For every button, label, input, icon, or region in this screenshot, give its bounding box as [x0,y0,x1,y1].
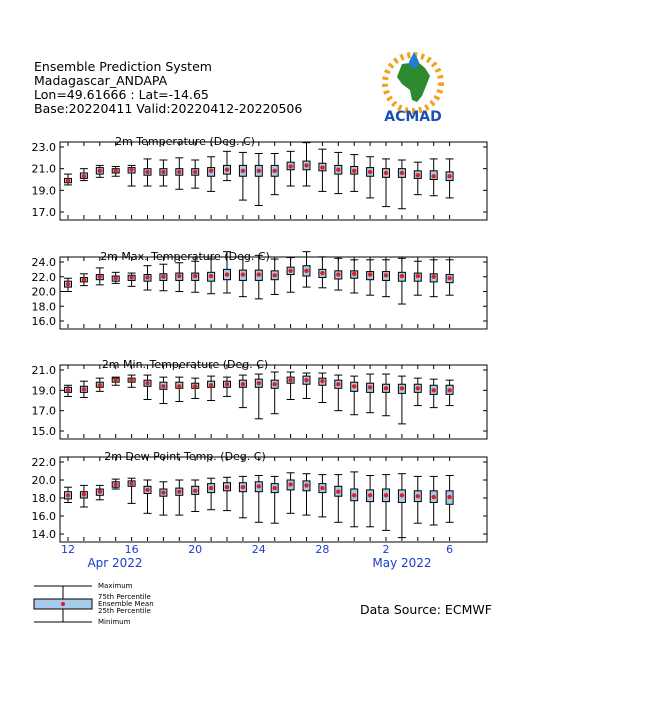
y-tick-label: 15.0 [31,425,56,438]
title-coordinates: Lon=49.61666 : Lat=-14.65 [34,87,209,102]
y-tick-label: 14.0 [31,528,56,541]
panel-title: 2m Max. Temperature (Deg. C) [100,250,270,263]
y-tick-label: 23.0 [31,141,56,154]
x-tick-label: 28 [315,543,330,556]
y-tick-label: 18.0 [31,300,56,314]
title-system: Ensemble Prediction System [34,59,212,74]
legend-p25: 25th Percentile [98,607,151,615]
x-tick-label: 16 [124,543,139,556]
x-month-label: May 2022 [372,556,432,570]
legend-maximum: Maximum [98,582,133,590]
x-month-label: Apr 2022 [87,556,143,570]
title-base-valid: Base:20220411 Valid:20220412-20220506 [34,101,303,116]
y-tick-label: 24.0 [31,256,56,269]
legend-p75: 75th Percentile [98,593,151,601]
logo-text: ACMAD [384,109,442,125]
x-tick-label: 2 [382,543,390,556]
y-tick-label: 19.0 [31,184,56,198]
y-tick-label: 18.0 [31,492,56,505]
y-tick-label: 21.0 [31,364,56,377]
y-tick-label: 16.0 [31,315,56,328]
y-tick-label: 21.0 [31,162,56,176]
legend-mean: Ensemble Mean [98,600,154,608]
panel-title: 2m Temperature (Deg. C) [115,135,255,148]
y-tick-label: 20.0 [31,474,56,487]
title-location: Madagascar_ANDAPA [34,73,168,88]
y-tick-label: 22.0 [31,456,56,469]
y-tick-label: 19.0 [31,384,56,398]
y-tick-label: 17.0 [31,206,56,219]
y-tick-label: 16.0 [31,510,56,523]
y-tick-label: 22.0 [31,270,56,284]
panel-title: 2m Min. Temperature (Deg. C) [101,358,269,371]
x-tick-label: 6 [446,543,454,556]
x-tick-label: 20 [188,543,203,556]
legend-minimum: Minimum [98,618,131,626]
panel-title: 2m Dew Point Temp. (Deg. C) [104,450,266,463]
y-tick-label: 17.0 [31,404,56,418]
x-tick-label: 12 [61,543,75,556]
data-source: Data Source: ECMWF [360,602,492,617]
y-tick-label: 20.0 [31,285,56,299]
x-tick-label: 24 [251,543,266,556]
